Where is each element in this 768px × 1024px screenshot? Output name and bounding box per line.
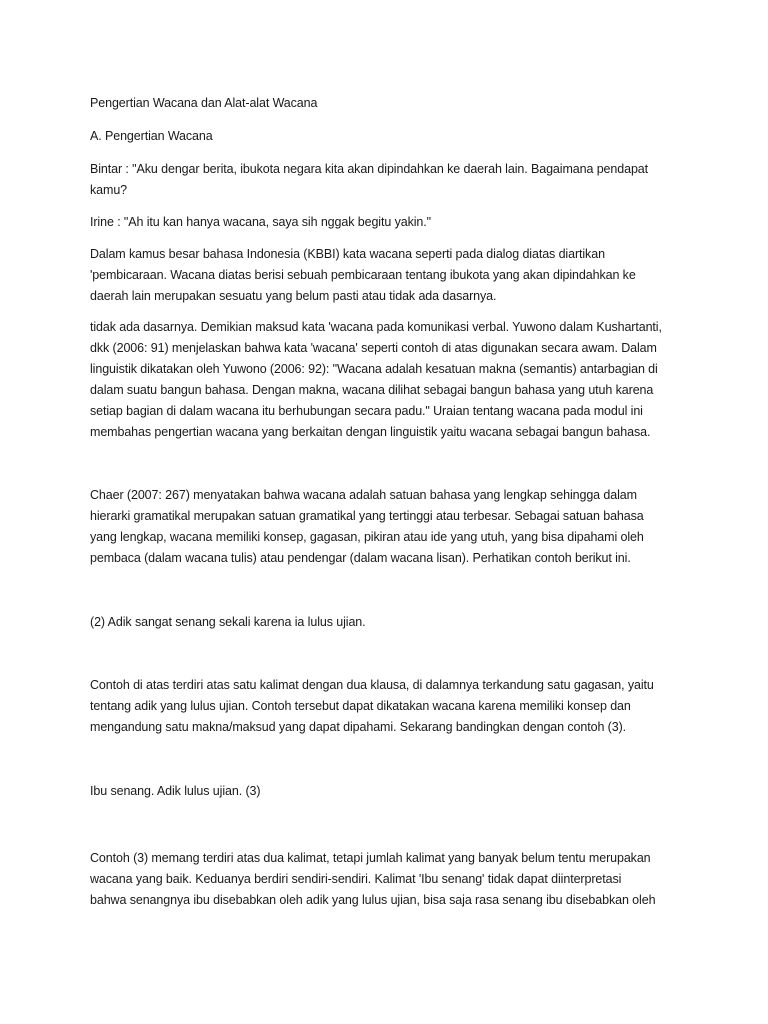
paragraph-line: Chaer (2007: 267) menyatakan bahwa wacana adalah satuan bahasa yang lengkap sehingga dalam [90, 488, 637, 502]
paragraph-line: wacana yang baik. Keduanya berdiri sendiri-sendiri. Kalimat 'Ibu senang' tidak dapat diinterpretasi [90, 872, 622, 886]
example-sentence: Ibu senang. Adik lulus ujian. (3) [90, 784, 261, 798]
document-title: Pengertian Wacana dan Alat-alat Wacana [90, 96, 318, 110]
example-sentence: (2) Adik sangat senang sekali karena ia lulus ujian. [90, 615, 366, 629]
paragraph-line: hierarki gramatikal merupakan satuan gramatikal yang tertinggi atau terbesar. Sebagai satuan bahasa [90, 509, 644, 523]
paragraph-line: tentang adik yang lulus ujian. Contoh tersebut dapat dikatakan wacana karena memiliki konsep dan [90, 699, 631, 713]
paragraph-line: Dalam kamus besar bahasa Indonesia (KBBI) kata wacana seperti pada dialog diatas diartikan [90, 247, 605, 261]
paragraph-line: Contoh di atas terdiri atas satu kalimat dengan dua klausa, di dalamnya terkandung satu gagasan, yaitu [90, 678, 654, 692]
paragraph-line: daerah lain merupakan sesuatu yang belum pasti atau tidak ada dasarnya. [90, 289, 497, 303]
paragraph-line: linguistik dikatakan oleh Yuwono (2006: 92): "Wacana adalah kesatuan makna (semantis) antarbagian di [90, 362, 658, 376]
paragraph-line: pembaca (dalam wacana tulis) atau pendengar (dalam wacana lisan). Perhatikan contoh berikut ini. [90, 551, 631, 565]
dialog-line: kamu? [90, 183, 128, 197]
paragraph-line: setiap bagian di dalam wacana itu berhubungan secara padu." Uraian tentang wacana pada modul ini [90, 404, 643, 418]
paragraph-line: dkk (2006: 91) menjelaskan bahwa kata 'wacana' seperti contoh di atas digunakan secara awam. Dalam [90, 341, 657, 355]
dialog-line: Irine : "Ah itu kan hanya wacana, saya sih nggak begitu yakin." [90, 215, 431, 229]
paragraph-line: 'pembicaraan. Wacana diatas berisi sebuah pembicaraan tentang ibukota yang akan dipindahkan ke [90, 268, 636, 282]
paragraph-line: Contoh (3) memang terdiri atas dua kalimat, tetapi jumlah kalimat yang banyak belum tentu merupakan [90, 851, 651, 865]
paragraph-line: mengandung satu makna/maksud yang dapat dipahami. Sekarang bandingkan dengan contoh (3). [90, 720, 627, 734]
paragraph-line: membahas pengertian wacana yang berkaitan dengan linguistik yaitu wacana sebagai bangun bahasa. [90, 425, 651, 439]
section-heading: A. Pengertian Wacana [90, 129, 213, 143]
paragraph-line: tidak ada dasarnya. Demikian maksud kata 'wacana pada komunikasi verbal. Yuwono dalam Kushartanti, [90, 320, 662, 334]
dialog-line: Bintar : "Aku dengar berita, ibukota negara kita akan dipindahkan ke daerah lain. Bagaimana pendapat [90, 162, 649, 176]
paragraph-line: bahwa senangnya ibu disebabkan oleh adik yang lulus ujian, bisa saja rasa senang ibu disebabkan oleh [90, 893, 656, 907]
paragraph-line: dalam suatu bangun bahasa. Dengan makna, wacana dilihat sebagai bangun bahasa yang utuh karena [90, 383, 654, 397]
paragraph-line: yang lengkap, wacana memiliki konsep, gagasan, pikiran atau ide yang utuh, yang bisa dipahami oleh [90, 530, 644, 544]
